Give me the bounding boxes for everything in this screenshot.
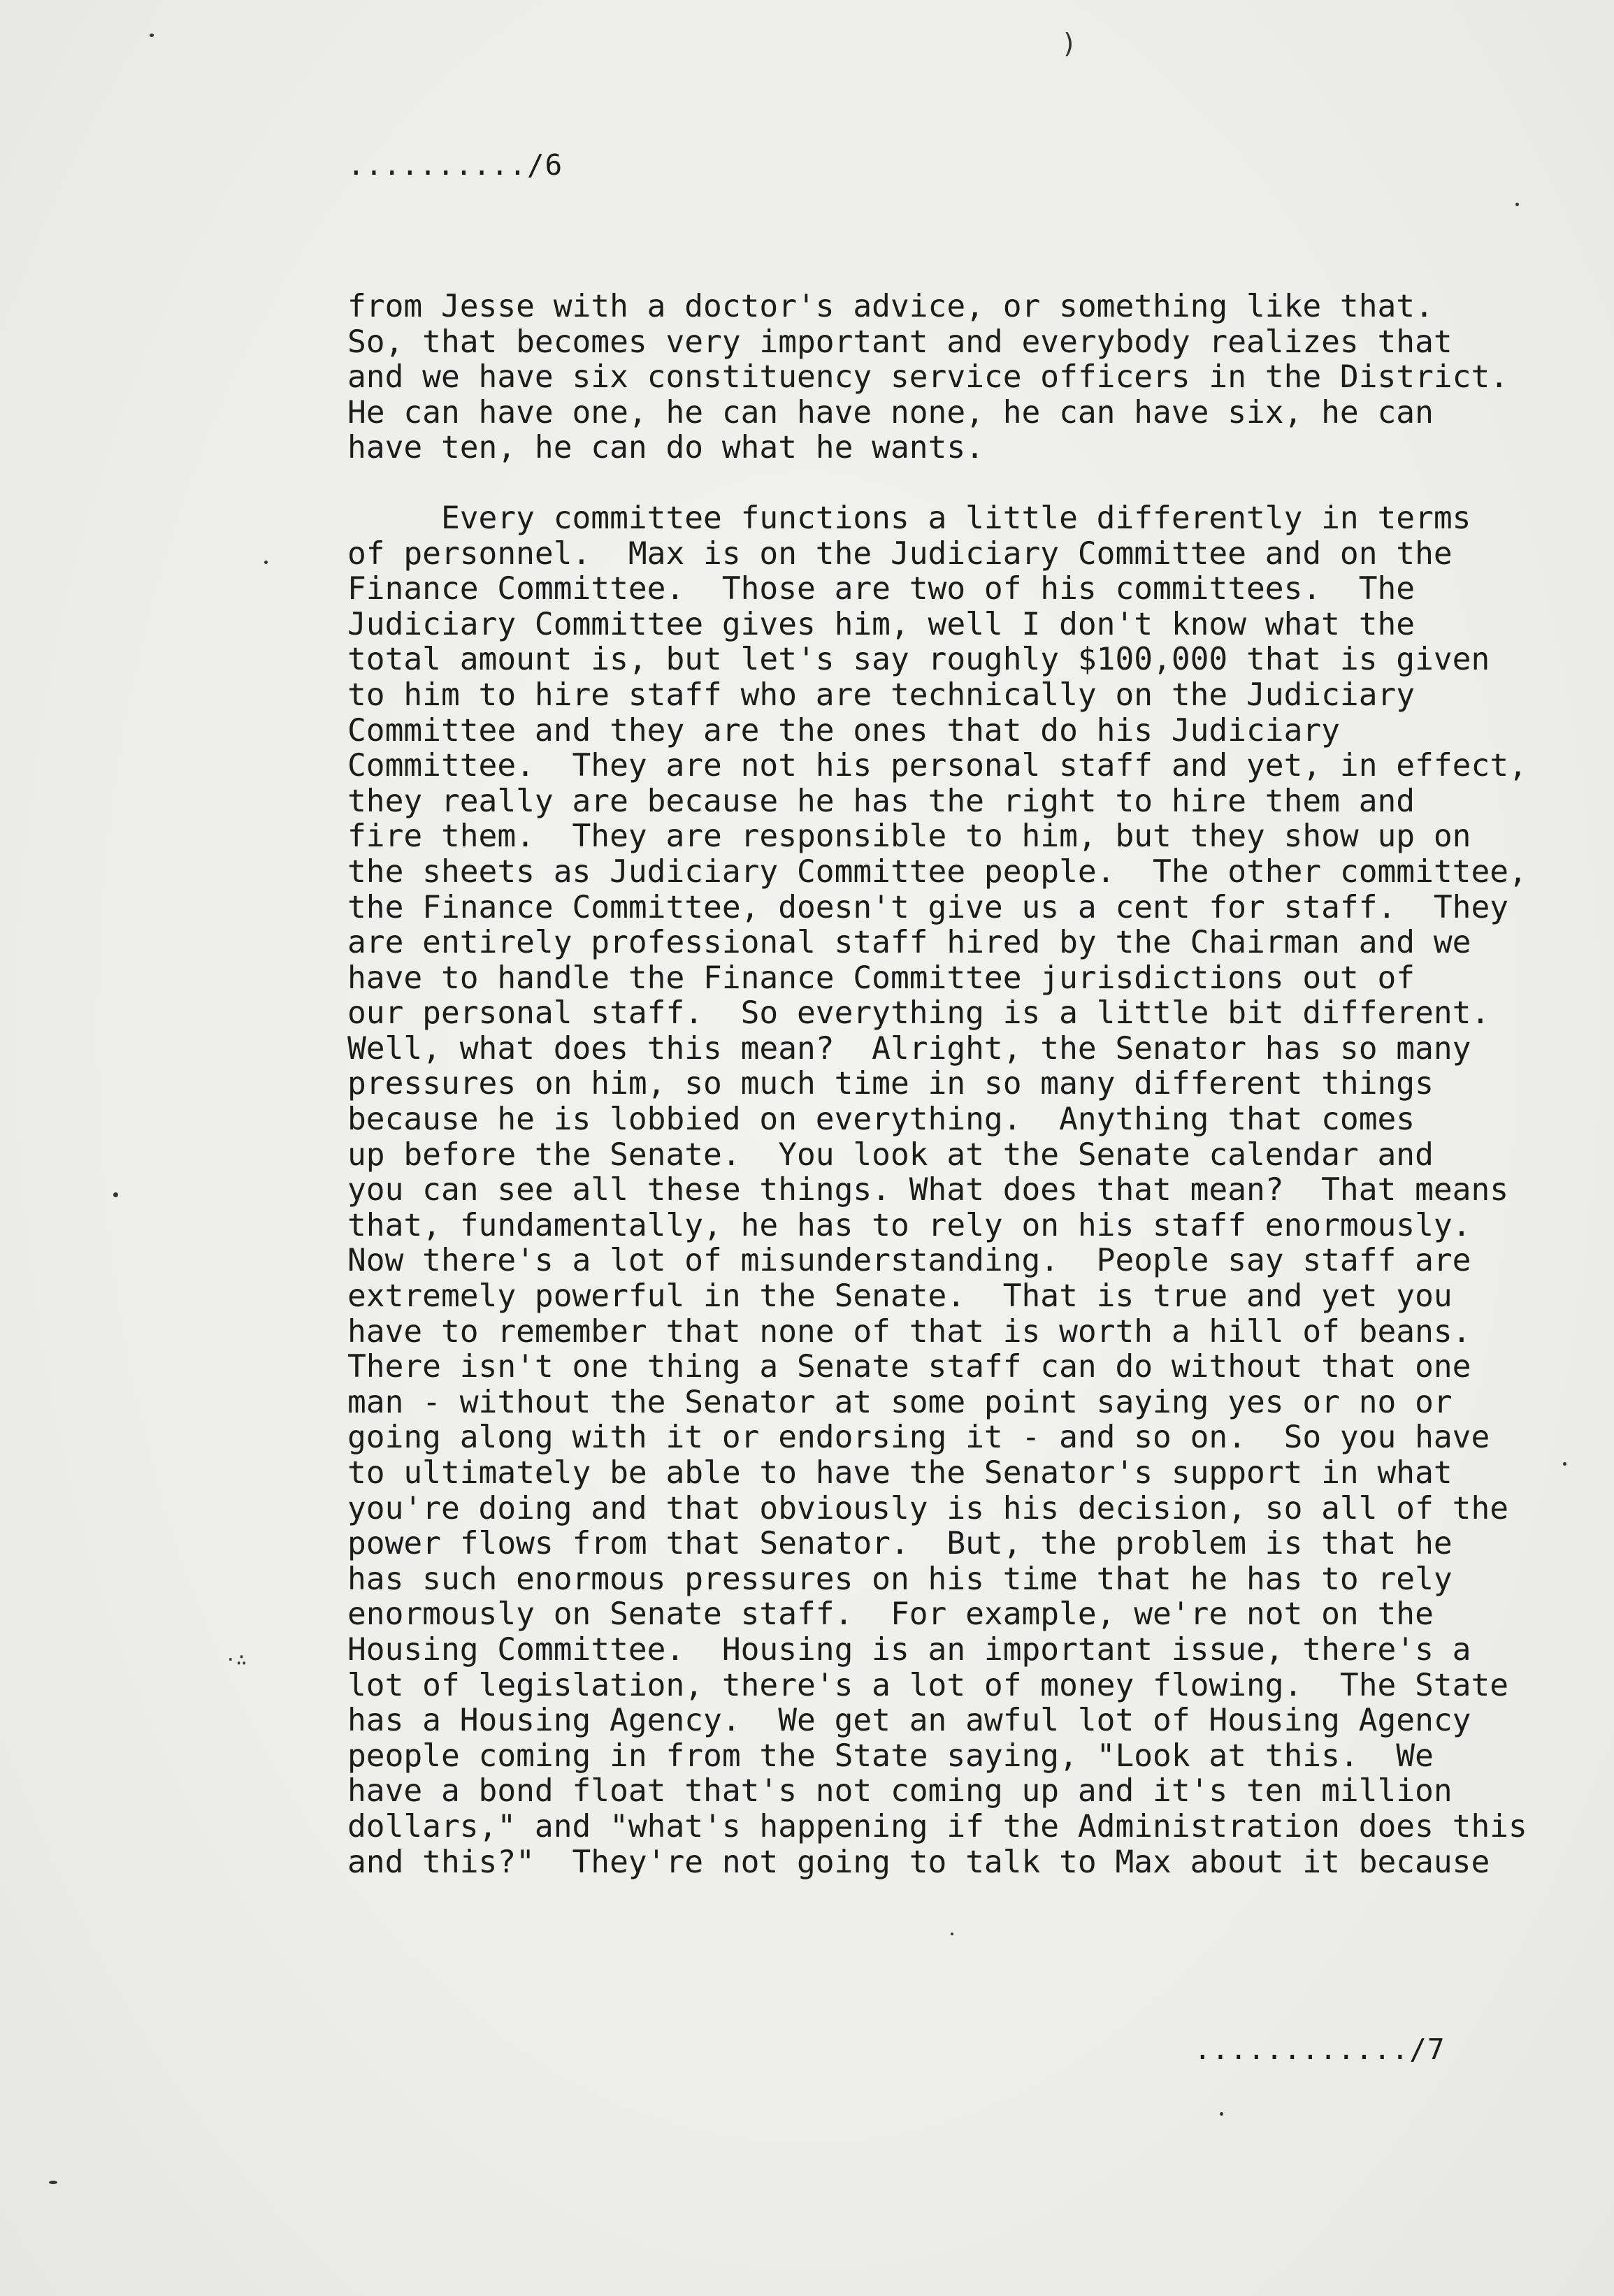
text-line: you're doing and that obviously is his decision, so all of the — [347, 1490, 1509, 1526]
dust-speck — [150, 34, 154, 37]
paragraph-gap — [347, 466, 1480, 501]
dust-speck — [1515, 203, 1519, 206]
text-line: extremely powerful in the Senate. That is true and yet you — [347, 1278, 1453, 1315]
dust-speck — [951, 1933, 953, 1935]
text-line: our personal staff. So everything is a little bit different. — [347, 995, 1490, 1032]
dust-speck — [1220, 2112, 1223, 2116]
dust-speck — [49, 2181, 57, 2184]
text-line: have to handle the Finance Committee jurisdictions out of — [347, 960, 1415, 996]
paragraph-2 — [347, 500, 1527, 1880]
text-line: has a Housing Agency. We get an awful lot of Housing Agency — [347, 1703, 1471, 1739]
text-line: up before the Senate. You look at the Senate calendar and — [347, 1136, 1434, 1173]
text-line: man - without the Senator at some point saying yes or no or — [347, 1384, 1453, 1420]
text-line: have ten, he can do what he wants. — [347, 430, 984, 466]
header-page-ref: ........../6 — [347, 148, 563, 182]
text-line: Now there's a lot of misunderstanding. People say staff are — [347, 1243, 1471, 1279]
text-line: Well, what does this mean? Alright, the Senator has so many — [347, 1030, 1471, 1067]
dust-speck — [113, 1192, 118, 1197]
text-line: So, that becomes very important and everybody realizes that — [347, 324, 1453, 360]
text-line: Committee and they are the ones that do his Judiciary — [347, 712, 1340, 749]
text-line: and we have six constituency service officers in the District. — [347, 359, 1509, 396]
text-line: Every committee functions a little differently in terms — [347, 500, 1471, 536]
text-line: they really are because he has the right to hire them and — [347, 783, 1415, 819]
text-line: have to remember that none of that is worth a hill of beans. — [347, 1313, 1471, 1350]
text-line: have a bond float that's not coming up and it's ten million — [347, 1773, 1453, 1810]
text-line: of personnel. Max is on the Judiciary Committee and on the — [347, 535, 1453, 572]
text-line: that, fundamentally, he has to rely on his staff enormously. — [347, 1207, 1471, 1243]
text-line: fire them. They are responsible to him, but they show up on — [347, 818, 1471, 855]
text-line: dollars," and "what's happening if the Administration does this — [347, 1808, 1527, 1844]
dust-speck — [1563, 1462, 1566, 1466]
text-line: from Jesse with a doctor's advice, or something like that. — [347, 289, 1434, 324]
top-mark: ) — [1061, 28, 1077, 59]
text-line: Housing Committee. Housing is an important issue, there's a — [347, 1631, 1471, 1668]
text-line: because he is lobbied on everything. Anything that comes — [347, 1102, 1415, 1138]
text-line: has such enormous pressures on his time that he has to rely — [347, 1561, 1453, 1597]
text-line: you can see all these things. What does that mean? That means — [347, 1172, 1509, 1208]
paragraph-1 — [347, 289, 1509, 466]
text-line: to him to hire staff who are technically on the Judiciary — [347, 677, 1415, 713]
dust-speck — [264, 561, 268, 564]
text-line: are entirely professional staff hired by the Chairman and we — [347, 925, 1471, 961]
text-line: enormously on Senate staff. For example, we're not on the — [347, 1596, 1434, 1633]
text-line: people coming in from the State saying, "Look at this. We — [347, 1738, 1434, 1774]
text-line: going along with it or endorsing it - and so on. So you have — [347, 1420, 1490, 1456]
text-line: and this?" They're not going to talk to Max about it because — [347, 1844, 1490, 1880]
text-line: Committee. They are not his personal staff and yet, in effect, — [347, 748, 1527, 784]
footer-page-ref: ............/7 — [1194, 2033, 1446, 2066]
text-line: There isn't one thing a Senate staff can do without that one — [347, 1349, 1471, 1385]
text-line: lot of legislation, there's a lot of money flowing. The State — [347, 1667, 1509, 1703]
text-line: to ultimately be able to have the Senator's support in what — [347, 1455, 1453, 1491]
text-line: the Finance Committee, doesn't give us a cent for staff. They — [347, 889, 1509, 925]
text-line: power flows from that Senator. But, the problem is that he — [347, 1526, 1453, 1562]
body-text — [347, 289, 1527, 1880]
text-line: Judiciary Committee gives him, well I don't know what the — [347, 606, 1415, 642]
text-line: total amount is, but let's say roughly $100,000 that is given — [347, 642, 1490, 678]
margin-mark: ·∴ — [225, 1649, 247, 1670]
text-line: He can have one, he can have none, he can have six, he can — [347, 394, 1434, 431]
text-line: the sheets as Judiciary Committee people. The other committee, — [347, 853, 1527, 890]
text-line: Finance Committee. Those are two of his committees. The — [347, 571, 1415, 607]
text-line: pressures on him, so much time in so many different things — [347, 1066, 1434, 1102]
